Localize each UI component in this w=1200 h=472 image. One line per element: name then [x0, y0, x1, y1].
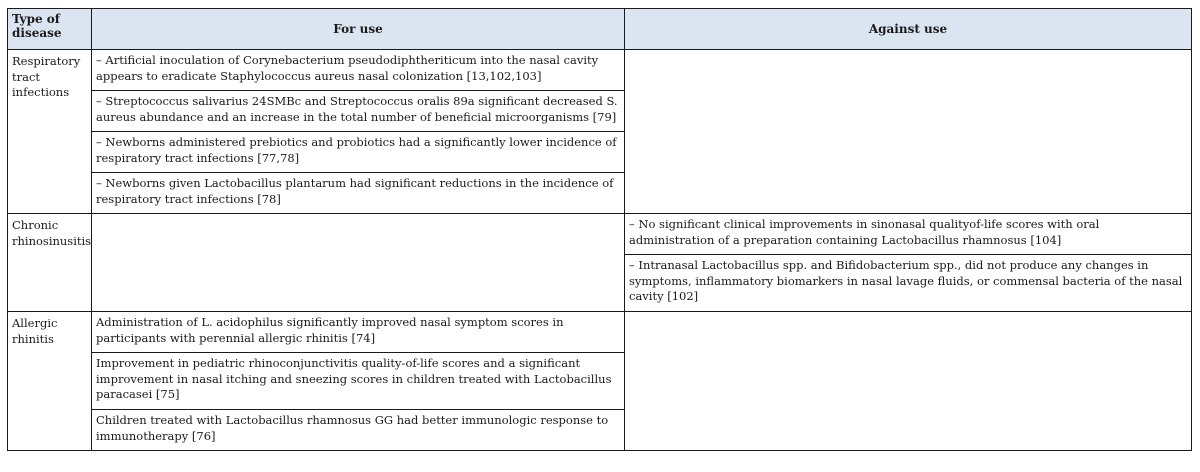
for-use-cell: – Newborns administered prebiotics and probiotics had a significantly lower incidence of respiratory tract infections [77,78] — [92, 132, 625, 173]
against-use-cell-empty — [625, 312, 1192, 451]
against-use-cell: – Intranasal Lactobacillus spp. and Bifidobacterium spp., did not produce any changes in symptoms, inflammatory biomarkers in nasal lavage fluids, or commensal bacteria of the nasal cavity [102] — [625, 255, 1192, 312]
against-use-cell-empty — [625, 50, 1192, 214]
probiotics-table — [7, 8, 1192, 451]
table-container — [7, 8, 1191, 451]
header-row — [8, 9, 1192, 50]
for-use-cell: – Streptococcus salivarius 24SMBc and Streptococcus oralis 89a significant decreased S. aureus abundance and an increase in the total number of beneficial microorganisms [79] — [92, 91, 625, 132]
for-use-cell: Administration of L. acidophilus significantly improved nasal symptom scores in participants with perennial allergic rhinitis [74] — [92, 312, 625, 353]
header-for-use: For use — [92, 9, 625, 50]
header-type-of-disease: Type of disease — [8, 9, 92, 50]
table-row — [8, 312, 1192, 353]
table-row — [8, 214, 1192, 255]
header-against-use: Against use — [625, 9, 1192, 50]
table-row — [8, 50, 1192, 91]
against-use-cell: – No significant clinical improvements in sinonasal qualityof-life scores with oral administration of a preparation containing Lactobacillus rhamnosus [104] — [625, 214, 1192, 255]
disease-cell: Respiratory tract infections — [8, 50, 92, 214]
for-use-cell-empty — [92, 214, 625, 312]
disease-cell: Chronic rhinosinusitis — [8, 214, 92, 312]
for-use-cell: – Newborns given Lactobacillus plantarum had significant reductions in the incidence of respiratory tract infections [78] — [92, 173, 625, 214]
for-use-cell: – Artificial inoculation of Corynebacterium pseudodiphtheriticum into the nasal cavity appears to eradicate Staphylococcus aureus nasal colonization [13,102,103] — [92, 50, 625, 91]
for-use-cell: Children treated with Lactobacillus rhamnosus GG had better immunologic response to immunotherapy [76] — [92, 410, 625, 451]
for-use-cell: Improvement in pediatric rhinoconjunctivitis quality-of-life scores and a significant improvement in nasal itching and sneezing scores in children treated with Lactobacillus paracasei [75] — [92, 353, 625, 410]
disease-cell: Allergic rhinitis — [8, 312, 92, 451]
